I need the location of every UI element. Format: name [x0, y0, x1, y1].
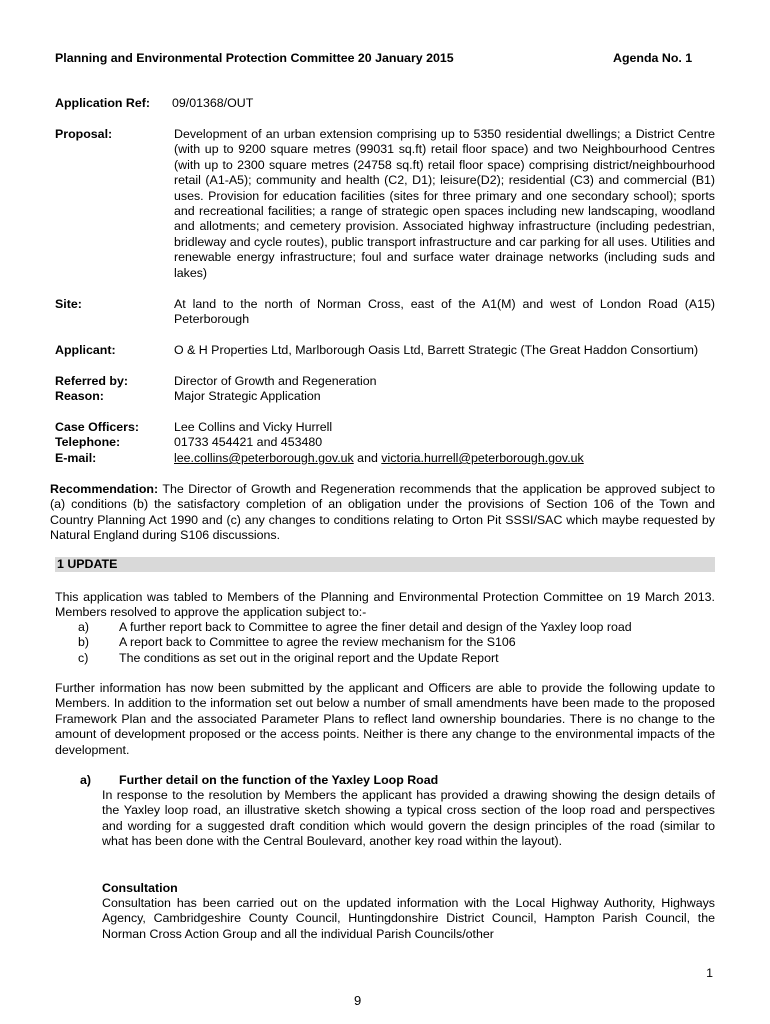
case-officers-value: Lee Collins and Vicky Hurrell [174, 420, 333, 434]
further-information-paragraph: Further information has now been submitted by the applicant and Officers are able to provide the following update to Members. In addition to the information set out below a number of small amendments have been made to the proposed Framework Plan and the associated Parameter Plans to reflect land ownership boundaries. There is no change to the amount of development proposed or the access points. Neither is there any change to the environmental impacts of the development. [55, 681, 715, 757]
email-joiner: and [353, 451, 382, 465]
site-label: Site: [55, 297, 82, 311]
application-ref-label: Application Ref: [55, 96, 150, 110]
list-item: The conditions as set out in the original report and the Update Report [119, 651, 499, 665]
site-text: At land to the north of Norman Cross, east of the A1(M) and west of London Road (A15) Peterborough [174, 297, 715, 327]
email-line [174, 451, 715, 466]
referred-by-value: Director of Growth and Regeneration [174, 374, 377, 388]
recommendation-paragraph [50, 482, 715, 544]
subsection-a-heading: Further detail on the function of the Yaxley Loop Road [119, 773, 439, 787]
email-link-victoria-hurrell[interactable]: victoria.hurrell@peterborough.gov.uk [381, 451, 584, 465]
email-link-lee-collins[interactable]: lee.collins@peterborough.gov.uk [174, 451, 354, 465]
subsection-a-marker: a) [80, 773, 92, 787]
email-label: E-mail: [55, 451, 97, 465]
footer-page-number: 9 [354, 993, 362, 1008]
consultation-text: Consultation has been carried out on the updated information with the Local Highway Authority, Highways Agency, Cambridgeshire County Council, Huntingdonshire District Council, Hampton Parish Council, the Norman Cross Action Group and all the individual Parish Councils/other [102, 896, 715, 941]
list-item: A further report back to Committee to agree the finer detail and design of the Yaxley loop road [119, 620, 632, 634]
telephone-label: Telephone: [55, 435, 121, 449]
list-item: A report back to Committee to agree the review mechanism for the S106 [119, 635, 516, 649]
application-ref-value: 09/01368/OUT [172, 96, 254, 110]
consultation-heading: Consultation [102, 881, 178, 895]
applicant-label: Applicant: [55, 343, 116, 357]
list-item-marker: a) [78, 620, 90, 634]
case-officers-label: Case Officers: [55, 420, 140, 434]
subsection-a-text: In response to the resolution by Members the applicant has provided a drawing showing the design details of the Yaxley loop road, an illustrative sketch showing a typical cross section of the loop road and perspectives and wording for a suggested draft condition which would govern the design principles of the road (similar to what has been done with the Central Boulevard, another key road within the layout). [102, 788, 715, 849]
section-heading-bar [55, 557, 715, 572]
telephone-value: 01733 454421 and 453480 [174, 435, 323, 449]
referred-by-label: Referred by: [55, 374, 128, 388]
applicant-text: O & H Properties Ltd, Marlborough Oasis Ltd, Barrett Strategic (The Great Haddon Consortium) [174, 343, 699, 357]
update-intro: This application was tabled to Members of the Planning and Environmental Protection Committee on 19 March 2013. Members resolved to approve the application subject to:- [55, 590, 715, 620]
recommendation-text: The Director of Growth and Regeneration recommends that the application be approved subject to (a) conditions (b) the satisfactory completion of an obligation under the provisions of Section 106 of the Town and Country Planning Act 1990 and (c) any changes to conditions relating to Orton Pit SSSI/SAC which maybe requested by Natural England during S106 discussions. [50, 482, 715, 543]
agenda-number: Agenda No. 1 [613, 51, 693, 65]
reason-value: Major Strategic Application [174, 389, 321, 403]
page-number: 1 [706, 966, 713, 980]
list-item-marker: c) [78, 651, 89, 665]
document-header-title: Planning and Environmental Protection Committee 20 January 2015 [55, 51, 454, 65]
recommendation-label: Recommendation: [50, 482, 159, 496]
list-item-marker: b) [78, 635, 90, 649]
proposal-label: Proposal: [55, 127, 113, 141]
proposal-text: Development of an urban extension comprising up to 5350 residential dwellings; a District Centre (with up to 9200 square metres (99031 sq.ft) retail floor space) and two Neighbourhood Centres (with up to 2300 square metres (24758 sq.ft) retail floor space) comprising district/neighbourhood retail (A1-A5); community and health (C2, D1); leisure(D2); residential (C3) and commercial (B1) uses. Provision for education facilities (sites for three primary and one secondary school); sports and recreational facilities; a range of strategic open spaces including new landscaping, woodland and allotments; and cemetery provision. Associated highway infrastructure (including pedestrian, bridleway and cycle routes), public transport infrastructure and car parking for all uses. Utilities and renewable energy infrastructure; foul and surface water drainage networks (including suds and lakes) [174, 127, 715, 280]
reason-label: Reason: [55, 389, 104, 403]
section-title: 1 UPDATE [57, 557, 118, 571]
